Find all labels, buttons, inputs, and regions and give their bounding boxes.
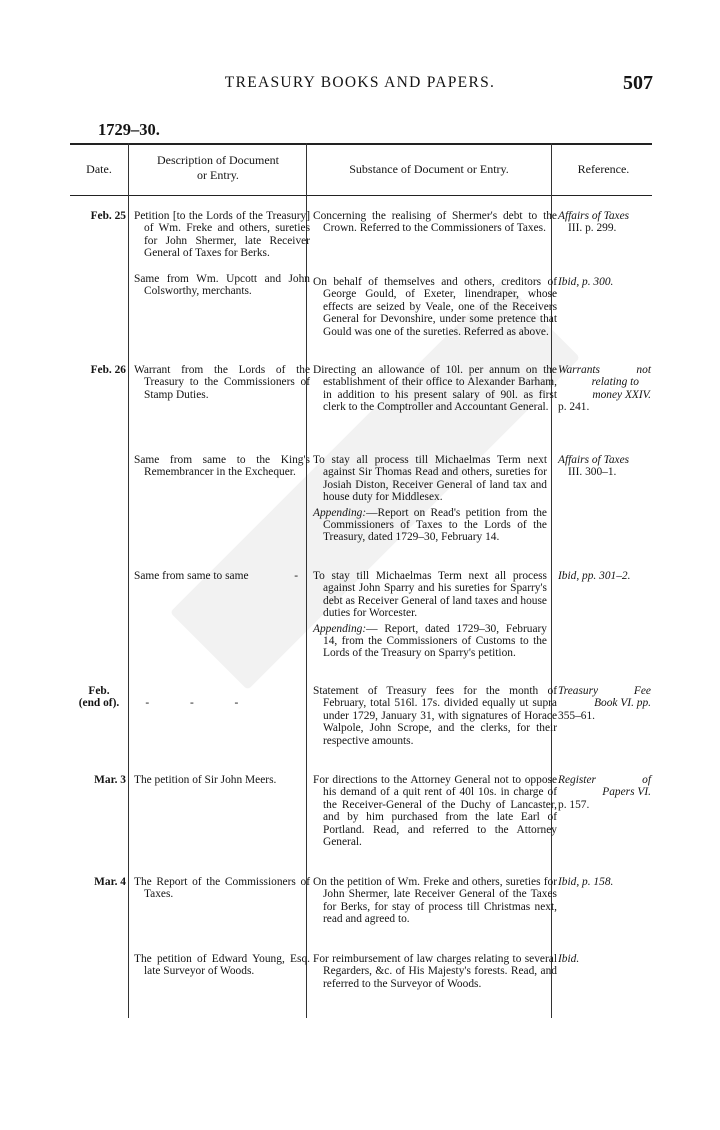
reference-line: III. 300–1.: [568, 466, 617, 479]
row-reference: [558, 210, 651, 235]
row-date: Mar. 4: [94, 876, 126, 888]
row-substance: On the petition of Wm. Freke and others, sureties for John Shermer, late Receiver General of the Taxes for Berks, for stay of process till Christmas next, read and agreed to.: [313, 876, 557, 926]
row-reference: [558, 570, 651, 582]
reference-line: III. p. 299.: [568, 222, 617, 235]
row-description: Petition [to the Lords of the Treasury] of Wm. Freke and others, sureties for John Shermer, late Receiver General of Taxes for Berks.: [134, 210, 310, 260]
page-number: 507: [623, 72, 653, 94]
row-reference: [558, 876, 651, 888]
row-description: The petition of Edward Young, Esq. late Surveyor of Woods.: [134, 953, 310, 978]
row-description: - - -: [145, 697, 241, 710]
row-substance: Statement of Treasury fees for the month of February, total 516l. 17s. divided equally ut supra under 1729, January 31, with signatures of Horace Walpole, John Scrope, and the clerks, for their respective amounts.: [313, 685, 557, 747]
row-description: Warrant from the Lords of the Treasury to the Commissioners of Stamp Duties.: [134, 364, 310, 401]
column-rule: [128, 143, 129, 1018]
header-bottom-rule: [70, 195, 652, 196]
row-reference: [558, 276, 651, 288]
row-substance: On behalf of themselves and others, creditors of George Gould, of Exeter, linendraper, whose effects are seized by Veale, one of the Receivers General for Devonshire, under some pretence that Gould was one of the sureties. Referred as above.: [313, 276, 557, 338]
reference-line: relating to: [591, 376, 639, 389]
row-date: [72, 685, 126, 710]
row-substance: For directions to the Attorney General not to oppose his demand of a quit rent of 40l 10s. in charge of the Receiver-General of the Duchy of Lancaster, and by him purchased from the late Earl of Portland. Read, and referred to the Attorney General.: [313, 774, 557, 849]
column-header-substance: Substance of Document or Entry.: [349, 162, 509, 176]
row-reference: [558, 364, 651, 414]
leader-dash: -: [294, 570, 298, 582]
appending-note: Appending:—Report on Read's petition from the Commissioners of Taxes to the Lords of the Treasury, dated 1729–30, February 14.: [313, 506, 547, 544]
row-reference: [558, 685, 651, 722]
reference-line: Ibid.: [558, 953, 580, 965]
year-heading: 1729–30.: [98, 120, 160, 139]
date-line: (end of).: [78, 697, 120, 710]
running-head: TREASURY BOOKS AND PAPERS.: [224, 74, 496, 91]
row-substance: Concerning the realising of Shermer's debt to the Crown. Referred to the Commissioners of Taxes.: [313, 210, 557, 235]
column-header-description-line2: or Entry.: [197, 168, 239, 182]
row-date: Feb. 25: [90, 210, 126, 222]
column-header-reference: Reference.: [577, 162, 630, 176]
date-line: Feb.: [88, 685, 110, 697]
reference-line: Treasury Fee: [558, 685, 651, 697]
column-header-date: Date.: [86, 162, 112, 176]
row-reference: [558, 454, 651, 479]
row-description: The petition of Sir John Meers.: [134, 774, 277, 786]
row-description: The Report of the Commissioners of Taxes.: [134, 876, 310, 901]
row-substance: [313, 570, 547, 660]
reference-line: Register of: [558, 774, 651, 786]
reference-line: p. 157.: [558, 798, 590, 811]
reference-line: 355–61.: [558, 709, 596, 722]
reference-line: p. 241.: [558, 401, 590, 414]
row-substance: For reimbursement of law charges relating to several Regarders, &c. of His Majesty's forests. Read, and referred to the Surveyor of Woods.: [313, 953, 557, 990]
row-description: Same from same to the King's Remembrancer in the Exchequer.: [134, 454, 310, 479]
table-top-rule: [70, 143, 652, 145]
reference-line: Ibid, pp. 301–2.: [558, 570, 631, 582]
row-reference: [558, 953, 651, 965]
reference-line: Book VI. pp.: [594, 697, 651, 710]
reference-line: Papers VI.: [602, 786, 651, 799]
description-text: Same from same to same: [134, 570, 249, 582]
reference-line: Ibid, p. 300.: [558, 276, 614, 288]
appending-note: Appending:— Report, dated 1729–30, February 14, from the Commissioners of Customs to the Lords of the Treasury on Sparry's petition.: [313, 622, 547, 660]
row-reference: [558, 774, 651, 811]
substance-text: To stay all process till Michaelmas Term next against Sir Thomas Read and others, sureties for Josiah Diston, Receiver General of land tax and house duty for Middlesex.: [313, 454, 547, 504]
reference-line: Ibid, p. 158.: [558, 876, 614, 888]
row-description: [134, 570, 300, 582]
row-date: Mar. 3: [94, 774, 126, 786]
reference-line: Affairs of Taxes: [558, 210, 630, 222]
row-description: Same from Wm. Upcott and John Colsworthy, merchants.: [134, 273, 310, 298]
row-substance: Directing an allowance of 10l. per annum on the establishment of their office to Alexander Barham, in addition to his present salary of 90l. as first clerk to the Comptroller and Accountant General.: [313, 364, 557, 414]
reference-line: Warrants not: [558, 364, 651, 376]
row-substance: [313, 454, 547, 544]
substance-text: To stay till Michaelmas Term next all process against John Sparry and his sureties for Sparry's debt as Receiver General of land taxes and house duties for Worcester.: [313, 570, 547, 620]
row-date: Feb. 26: [90, 364, 126, 376]
reference-line: money XXIV.: [592, 388, 651, 401]
column-header-description-line1: Description of Document: [157, 153, 279, 167]
reference-line: Affairs of Taxes: [558, 454, 630, 466]
column-header-description: [132, 153, 304, 183]
